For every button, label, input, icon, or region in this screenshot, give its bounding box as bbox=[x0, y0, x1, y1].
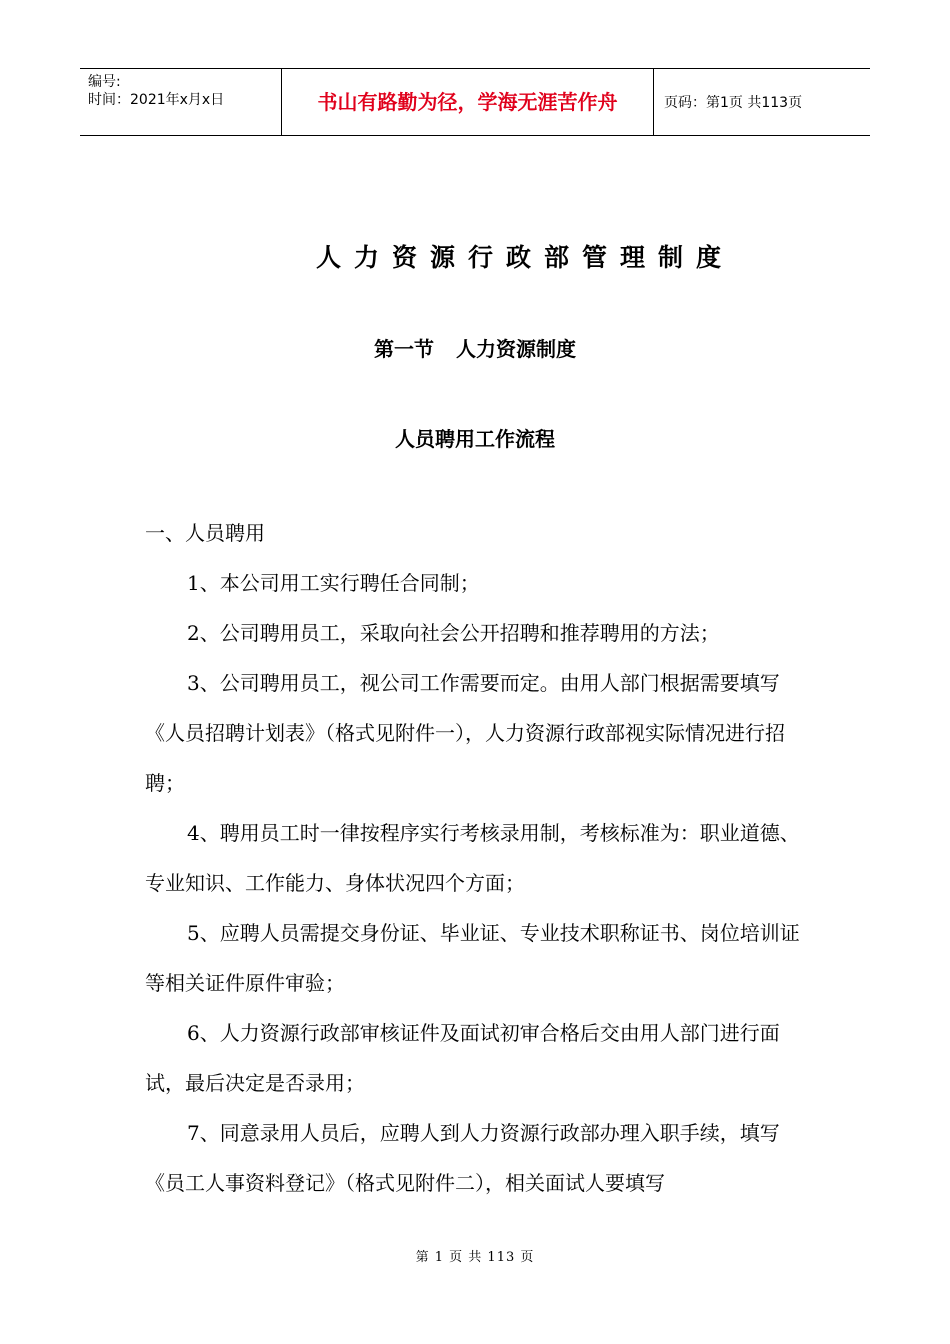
paragraph: 1、本公司用工实行聘任合同制； bbox=[187, 571, 480, 595]
number-label: 编号: bbox=[88, 74, 121, 90]
date-label: 时间：2021年x月x日 bbox=[88, 92, 225, 108]
paragraph: 4、聘用员工时一律按程序实行考核录用制，考核标准为：职业道德、专业知识、工作能力、身体状况四个方面； bbox=[145, 821, 800, 895]
section-heading bbox=[0, 333, 950, 362]
paragraph: 5、应聘人员需提交身份证、毕业证、专业技术职称证书、岗位培训证等相关证件原件审验； bbox=[145, 921, 800, 995]
paragraph: 7、同意录用人员后，应聘人到人力资源行政部办理入职手续，填写《员工人事资料登记》（格式见附件二），相关面试人要填写 bbox=[145, 1121, 780, 1195]
heading-paragraph: 一、人员聘用 bbox=[145, 521, 265, 545]
document-body bbox=[145, 508, 810, 1208]
section-number: 第一节 bbox=[374, 337, 434, 361]
page-header bbox=[80, 68, 870, 136]
document-title: 人力资源行政部管理制度 bbox=[315, 243, 734, 272]
paragraph: 2、公司聘用员工，采取向社会公开招聘和推荐聘用的方法； bbox=[187, 621, 720, 645]
paragraph: 3、公司聘用员工，视公司工作需要而定。由用人部门根据需要填写《人员招聘计划表》（格式见附件一），人力资源行政部视实际情况进行招聘； bbox=[145, 671, 785, 795]
header-meta bbox=[80, 69, 281, 135]
paragraph: 6、人力资源行政部审核证件及面试初审合格后交由用人部门进行面试，最后决定是否录用； bbox=[145, 1021, 780, 1095]
section-name: 人力资源制度 bbox=[456, 337, 576, 361]
sub-heading: 人员聘用工作流程 bbox=[395, 427, 555, 451]
header-motto: 书山有路勤为径，学海无涯苦作舟 bbox=[281, 69, 654, 135]
page-footer: 第 1 页 共 113 页 bbox=[415, 1250, 535, 1265]
header-page-info: 页码：第1页 共113页 bbox=[664, 95, 803, 111]
